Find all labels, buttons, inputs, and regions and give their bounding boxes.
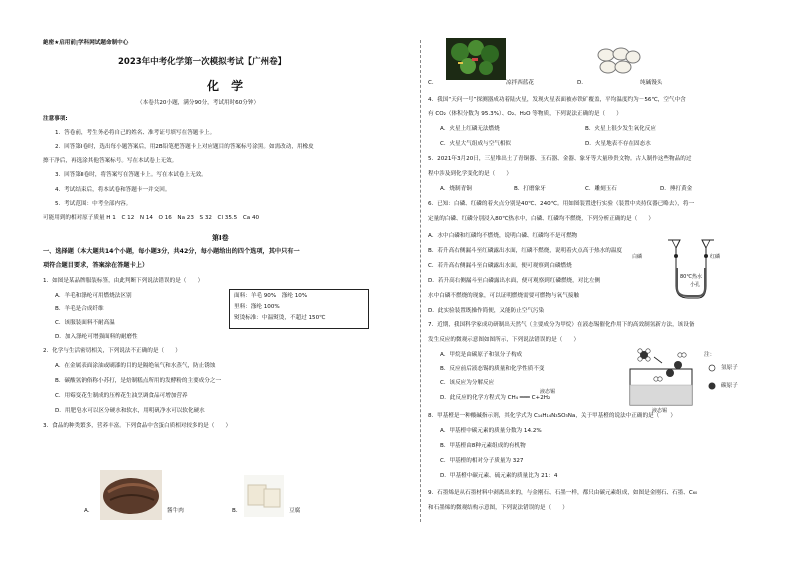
q7-catalyst-over-arrow: 液态锡 <box>540 389 556 395</box>
q4-stem: 4．我国“天问一号”探测器成功着陆火星，发现火星表面被赤铁矿覆盖，平均温度约为－56℃，空气中含 <box>428 97 686 103</box>
label-hot-water: 80℃热水 <box>680 274 702 280</box>
q6-option-b: B．若升高右侧漏斗至红磷露出水面，红磷不燃烧，说明着火点高于热水的温度 <box>428 248 623 254</box>
notes-heading: 注意事项: <box>43 116 68 122</box>
q2-stem: 2．化学与生活密切相关，下列说法不正确的是（ ） <box>43 348 181 354</box>
q3-option-b-letter: B． <box>232 508 242 514</box>
column-divider <box>420 40 421 522</box>
note-5: 5．考试范围：中考全部内容。 <box>55 201 132 207</box>
q1-option-c: C．该服装面料不耐高温 <box>55 320 115 326</box>
label-white-p: 白磷 <box>632 254 643 260</box>
section-heading-2: 项符合题目要求，答案涂在答题卡上） <box>43 262 149 269</box>
q7-option-a: A．甲烷是由碳原子和氢分子构成 <box>440 352 523 358</box>
label-hole: 小孔 <box>690 282 701 288</box>
page-title: 2023年中考化学第一次模拟考试【广州卷】 <box>118 57 287 67</box>
legend-markers <box>708 364 718 394</box>
q8-option-b: B．甲基橙由8种元素组成的有机物 <box>440 443 526 449</box>
braised-beef-image <box>100 470 162 520</box>
q8-option-a: A．甲基橙中碳元素的质量分数为 14.2% <box>440 428 542 434</box>
carbon-atom-marker <box>709 383 716 390</box>
q5-option-a: A．烧制青铜 <box>440 186 472 192</box>
q7-stem: 7．近期，我国科学家成功研制出天然气（主要成分为甲烷）在液态锡催化作用下的高效制氢新方法，该设备 <box>428 322 695 328</box>
broccoli-salad-image <box>446 38 506 80</box>
label-line-2: 里料：涤纶 100% <box>234 304 280 310</box>
legend-carbon: 碳原子 <box>721 383 738 389</box>
q8-option-d: D．甲基橙中碳元素、硫元素的质量比为 21：4 <box>440 473 558 479</box>
secret-stamp: 絶密★启用前|学科网试题命制中心 <box>43 40 129 46</box>
q6-option-d-cont: 水中白磷不燃烧的现象，可以证明燃烧需要可燃物与氧气接触 <box>428 293 580 299</box>
q3-option-c-label: 凉拌西蓝花 <box>506 80 534 86</box>
q9-stem-2: 和石墨烯的微观结构示意图，下列说法错误的是（ ） <box>428 505 568 511</box>
phosphorus-apparatus-diagram <box>654 238 720 304</box>
q1-option-a: A．羊毛和涤纶可用燃烧法区别 <box>55 293 132 299</box>
steamed-bun-image <box>596 45 640 77</box>
q2-option-c: C．用霉变花生制成的压榨花生油烹调食品可增加营养 <box>55 393 188 399</box>
label-line-1: 面料：羊毛 90% 涤纶 10% <box>234 293 308 299</box>
note-4: 4．考试结束后，将本试卷和答题卡一并交回。 <box>55 187 171 193</box>
q4-option-a: A．火星上红磷无法燃烧 <box>440 126 500 132</box>
q8-stem: 8．甲基橙是一种酸碱指示剂，其化学式为 C₁₄H₁₄N₃SO₃Na，关于甲基橙的说法中正确的是（ ） <box>428 413 677 419</box>
atomic-masses: 可能用到的相对原子质量 H 1 C 12 N 14 O 16 Na 23 S 32 Cl 35.5 Ca 40 <box>43 215 260 221</box>
q2-option-b: B．碳酸氢钠俗称小苏打，是焙制糕点所用的发酵粉的主要成分之一 <box>55 378 222 384</box>
q3-stem: 3．食品的种类繁多，营养丰富。下列食品中含蛋白质相对较多的是（ ） <box>43 423 232 429</box>
q9-stem: 9．石墨烯是从石墨材料中剥离出来的，与金刚石、石墨一样，都只由碳元素组成，如图是金刚石、石墨、C₆₀ <box>428 490 698 496</box>
q1-option-d: D．加入涤纶可增强面料的耐磨性 <box>55 334 138 340</box>
q3-option-a-label: 酱牛肉 <box>167 508 184 514</box>
section-title: 第Ⅰ卷 <box>212 234 229 242</box>
note-1: 1．答卷前，考生务必将自己的姓名、准考证号填写在答题卡上。 <box>55 130 216 136</box>
q5-option-b: B．打磨象牙 <box>514 186 546 192</box>
subject-title: 化 学 <box>207 79 248 93</box>
q7-option-d: D．此反应的化学方程式为 CH₄ ═══ C+2H₂ <box>440 395 551 401</box>
q7-stem-2: 发生反应的微观示意图如图所示，下列说法错误的是（ ） <box>428 337 580 343</box>
q7-option-b: B．反应前后液态锡的质量和化学性质不变 <box>440 366 545 372</box>
q5-option-c: C．雕刻玉石 <box>585 186 617 192</box>
q1-stem: 1．如图是某品牌服装标签，由此判断下列说法错误的是（ ） <box>43 278 204 284</box>
section-heading: 一、选择题（本大题共14个小题，每小题3分，共42分，每小题给出的四个选项，其中只有一 <box>43 248 300 255</box>
liquid-tin-label: 液态锡 <box>652 408 668 414</box>
q3-option-d-letter: D． <box>577 80 587 86</box>
tofu-image <box>244 475 284 517</box>
q2-option-a: A．在金属表面涂油或刷漆的目的是隔绝氧气和水蒸气，防止锈蚀 <box>55 363 216 369</box>
hydrogen-atom-marker <box>709 365 715 371</box>
q3-option-b-label: 豆腐 <box>289 508 301 514</box>
q5-stem-2: 程中涉及到化学变化的是（ ） <box>428 171 512 177</box>
q6-option-a: A．水中白磷和红磷均不燃烧，说明白磷、红磷均不是可燃物 <box>428 233 578 239</box>
q4-option-d: D．火星地表不存在固态水 <box>585 141 651 147</box>
q6-option-d2: D．此实验装置既操作简便，又能防止空气污染 <box>428 308 545 314</box>
q5-option-d: D．捶打黄金 <box>660 186 693 192</box>
q6-option-c: C．若升高右侧漏斗至白磷露出水面，便可观察到白磷燃烧 <box>428 263 572 269</box>
legend-hydrogen: 氢原子 <box>721 365 738 371</box>
q5-stem: 5．2021年3月20日，三星堆出土了青铜器、玉石器、金器、象牙等大量珍贵文物。古人制作这些物品的过 <box>428 156 692 162</box>
q8-option-c: C．甲基橙的相对分子质量为 327 <box>440 458 524 464</box>
q6-stem-2: 定量的白磷、红磷分别浸入80℃热水中，白磷、红磷均不燃烧，下列分析正确的是（ ） <box>428 216 654 222</box>
label-line-3: 熨烫标准：中温熨烫，不超过 150℃ <box>234 315 326 321</box>
q3-option-d-label: 纯碱馒头 <box>640 80 663 86</box>
q6-stem: 6．已知：白磷、红磷的着火点分别是40℃、240℃。用如图装置进行实验（装置中夹持仪器已略去），将一 <box>428 201 695 207</box>
note-3: 3．回答第Ⅱ卷时，将答案写在答题卡上。写在本试卷上无效。 <box>55 172 207 178</box>
note-2b: 擦干净后，再选涂其他答案标号。写在本试卷上无效。 <box>43 158 178 164</box>
q2-option-d: D．用肥皂水可以区分硬水和软水，用明矾净水可以软化硬水 <box>55 408 205 414</box>
q7-option-c: C．该反应为分解反应 <box>440 380 495 386</box>
garment-label-box <box>229 289 369 329</box>
q3-option-c-letter: C． <box>428 80 438 86</box>
q3-option-a-letter: A． <box>84 508 94 514</box>
label-red-p: 红磷 <box>710 254 721 260</box>
q4-option-b: B．火星上很少发生氧化反应 <box>585 126 656 132</box>
q4-stem-2: 有 CO₂（体积分数为 95.3%）、O₂、H₂O 等物质，下列说法正确的是（ ） <box>428 111 622 117</box>
molecular-reaction-diagram <box>628 345 698 407</box>
note-2: 2．回答第Ⅰ卷时，选出每小题答案后，用2B铅笔把答题卡上对应题目的答案标号涂黑。如需改动，用橡皮 <box>55 144 314 150</box>
q6-option-d: D．若升高右侧漏斗至白磷露出水面，便可观察到红磷燃烧，对比左侧 <box>428 278 601 284</box>
exam-note: （本卷共20小题，满分90分，考试用时60分钟） <box>137 100 260 106</box>
legend-note: 注： <box>704 352 716 358</box>
q1-option-b: B．羊毛是合成纤维 <box>55 306 104 312</box>
q4-option-c: C．火星大气组成与空气相似 <box>440 141 512 147</box>
